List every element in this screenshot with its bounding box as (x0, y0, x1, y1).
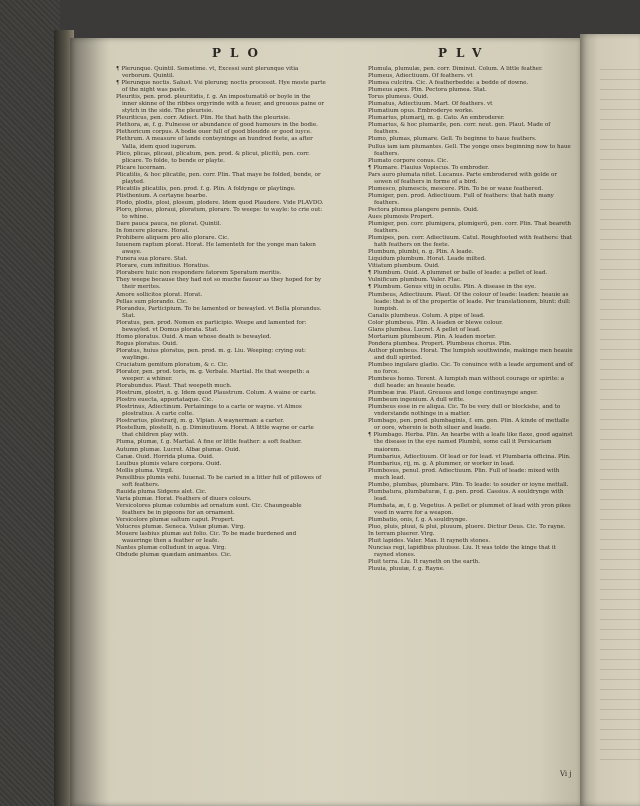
dictionary-entry: Ploratus, pen. prod. Nomen ex participio. Weepe and lamented for: bewayled. vt Domus plorata. Stat. (116, 319, 307, 333)
dictionary-entry: Amore sollicitos plorat. Horat. (116, 291, 203, 298)
dictionary-entry: Homo ploratus. Ouid. A man whose death is bewayled. (116, 333, 272, 340)
dictionary-entry: Nuncias regi, lapidibus pluuisse. Liu. It was tolde the kinge that it rayned stones. (368, 545, 556, 559)
dictionary-entry: Liquidum plumbum. Horat. Leade milted. (368, 256, 486, 263)
dictionary-entry: Plostrum, plostri, n. g. Idem quod Plaustrum. Colum. A waine or carte. (116, 390, 317, 397)
dictionary-entry: Plumbeæ iræ. Plaut. Greuous and longe continuynge anger. (368, 390, 538, 397)
dictionary-entry: Obdude plumæ quædam animantes. Cic. (116, 552, 232, 559)
running-head-left: PLO (212, 46, 267, 60)
dictionary-entry: Plumea culcitra. Cic. A featherbedde: a bedde of downe. (368, 80, 529, 87)
dictionary-entry: Plisthenium. A certayne hearbe. (116, 192, 208, 199)
dictionary-entry: Plorator, pen. prod. toris, m. g. Verbale. Martial. He that weepeth: a weeper: a whiner. (116, 369, 310, 383)
dictionary-entry: Torus plumeus. Ouid. (368, 94, 429, 101)
dictionary-entry: Rogus ploratus. Ouid. (116, 340, 178, 347)
dictionary-entry: Plumbosus, penul. prod. Adiectiuum. Plin. Full of leade: mixed with much lead. (368, 467, 560, 481)
dictionary-entry: Author plumbeus. Horat. The lumpish southwinde, makinge men heauie and dull spirited. (368, 347, 573, 361)
background-cloth (0, 0, 60, 806)
dictionary-entry: Plumbeum ingenium. A dull witte. (368, 397, 465, 404)
dictionary-entry: Pluit lapides. Valer. Max. It rayneth stones. (368, 538, 491, 545)
right-column (368, 66, 576, 573)
dictionary-entry: Color plumbeus. Plin. A leaden or blewe colour. (368, 319, 503, 326)
dictionary-entry: ¶ Plumbago. Herba. Plin. An hearbe with a leafe like flaxe, good against the disease in the eye named Plumbũ, some call it Persicariam maiorem. (368, 432, 573, 453)
signature-mark: Vi j (560, 770, 572, 778)
dictionary-entry: Rauida pluma Sidgens alet. Cic. (116, 488, 207, 495)
dictionary-entry: Plorabundus. Plaut. That weepeth much. (116, 383, 232, 390)
dictionary-entry: Plumbeo ingulare gladio. Cic. To conuince with a leade argument and of no force. (368, 361, 573, 376)
dictionary-entry: Plethrum. A measure of lande conteyninge an hundred feete, as after Valla, idem quod iugerum. (116, 136, 313, 150)
dictionary-entry: Plumbata, æ, f. g. Vegetius. A pellet or plummet of lead with yron pikes vsed in warre for a weapon. (368, 502, 571, 516)
dictionary-entry: Plumo, plumas, plumare. Gell. To beginne to haue feathers. (368, 136, 537, 143)
dictionary-entry: Plethora, æ, f. g. Fulnesse or abundance of good humours in the bodie. (116, 122, 318, 129)
dictionary-entry: Ploro, ploras, ploraui, ploratum, plorare. To weepe: to wayle: to crie out: to whine. (116, 206, 323, 220)
dictionary-entry: Canæ. Ouid. Horrida pluma. Ouid. (116, 453, 214, 460)
dictionary-entry: Prohibere aliquem pro alio plorare. Cic. (116, 235, 230, 242)
dictionary-entry: Plumula, plumulæ, pen. corr. Diminut. Colum. A little feather. (368, 66, 543, 72)
gutter-shadow (70, 38, 110, 806)
dictionary-entry: Plostrinus, Adiectinum. Pertaininge to a carte or wayne. vt Almos plostratius. A carte colte. (116, 404, 302, 418)
dictionary-entry: Pellas sum plorando. Cic. (116, 298, 188, 305)
dictionary-entry: Plorandus, Participium. To be lamented or bewayled. vt Bella plorandus. Stat. (116, 305, 322, 319)
dictionary-entry: ¶ Plumbum. Genus vitij in oculis. Plin. A disease in the eye. (368, 284, 537, 291)
dictionary-entry: Plumiger, pen. prod. Adiectiuum. Full of feathers: that hath many feathers. (368, 192, 554, 206)
dictionary-entry: Plumesco, plumescis, mescere. Plin. To be or waxe feathered. (368, 185, 543, 192)
dictionary-entry: Dare pauca pauca, ne plorat. Quintil. (116, 221, 222, 228)
dictionary-entry: Plumbarius, Adiectiuum. Of lead or for lead. vt Plumbaria officina. Plin. (368, 453, 571, 460)
dictionary-entry: Glans plumbea. Lucret. A pellet of lead. (368, 326, 481, 333)
dictionary-entry: Canalis plumbeus. Colum. A pipe of lead. (368, 312, 485, 319)
dictionary-entry: Versicolore plumæ saltum caput. Propert. (116, 517, 235, 523)
dictionary-entry: Mortarium plumbeum. Plin. A leaden morter. (368, 333, 496, 340)
dictionary-entry: Pondera plumbea. Propert. Plumbeus chorus. Plin. (368, 340, 512, 347)
dictionary-entry: Plumbo, plumbas, plumbare. Plin. To leade: to souder or ioyne mettall. (368, 481, 569, 488)
dictionary-entry: Pleuritis, pen. prod. pleuritidis, f. g. An impostumatiõ or boyle in the inner skinne of the ribbes orgyrinde with a feuer, and greuous paine or stytch in the side. The pleurisie. (116, 94, 325, 115)
dictionary-entry: Plicatilis plicatilis, pen. prod. f. g. Plin. A foldynge or playtinge. (116, 185, 296, 192)
dictionary-entry: Varia plumæ. Horat. Feathers of diuers colours. (116, 495, 252, 502)
dictionary-entry: They weepe because they had not so muche fauour as they hoped for by their merites. (116, 277, 322, 291)
dictionary-entry: Plumipes, pen. corr. Adiectiuum. Catul. Roughfooted with feathers: that hath feathers on the feete. (368, 235, 572, 249)
running-head-right: PLV (438, 46, 491, 60)
dictionary-entry: Plumarius, plumarij, m. g. Cato. An embroderer. (368, 115, 505, 122)
dictionary-entry: Plorare, cum infinitiuo. Horatius. (116, 263, 210, 270)
dictionary-entry: Funera sua plorare. Stat. (116, 256, 188, 263)
dictionary-entry: ¶ Plerunque noctis. Salust. Vsi plerunq; noctis processit. Hye moste parte of the night was paste. (116, 80, 326, 94)
facing-page-text-lines (600, 60, 640, 760)
dictionary-entry: Leuibus plumis velare corpora. Ouid. (116, 460, 222, 467)
dictionary-entry: Pluuia, pluuiæ, f. g. Rayne. (368, 566, 445, 573)
dictionary-entry: Volucres plumæ. Seneca. Vulsæ plumæ. Virg. (116, 524, 246, 531)
dictionary-entry: In terram pluerer. Virg. (368, 531, 435, 538)
dictionary-entry: Ploratus, huius ploratus, pen. prod. m. g. Liu. Weeping: crying out: waylinge. (116, 347, 306, 361)
dictionary-entry: Pluma, plumæ, f. g. Martial. A fine or little feather: a soft feather. (116, 439, 302, 446)
dictionary-entry: Plumato corpore conus. Cic. (368, 157, 449, 164)
dictionary-entry: Plumbago, pen. prod. plumbaginis, f. em. gen. Plin. A kinde of mettalle or oore, wherein is both siluer and leade. (368, 418, 570, 432)
dictionary-entry: Cruciatum gemitum ploratum, & c. Cic. (116, 361, 229, 368)
dictionary-entry: Pectora plumea plangere pennis. Ouid. (368, 206, 479, 213)
dictionary-entry: Plumbum, plumbi, n. g. Plin. A leade. (368, 249, 474, 256)
dictionary-entry: Pluo, pluis, pluui, & plui, pluuum, pluere. Dictiur Deus. Cic. To rayne. (368, 524, 566, 531)
dictionary-entry: Iuuenem raptum plorat. Horat. He lamenteth for the yonge man taken awaye. (116, 242, 316, 256)
dictionary-entry: Plicare lucernam. (116, 164, 167, 171)
dictionary-entry: Plumbeus esse in re aliqua. Cic. To be very dull or blockishe, and to vnderstande nothinge in a matter. (368, 404, 561, 418)
dictionary-entry: Plostro euecta, apportataque. Cic. (116, 397, 214, 404)
left-column (116, 66, 326, 559)
dictionary-entry: Plumbatio, onis, f. g. A souldrynge. (368, 517, 468, 523)
dictionary-entry: In foncere plorare. Horat. (116, 228, 190, 235)
dictionary-entry: Plico, plicas, plicaui, plicatum, pen. prod. & plicui, plicitũ, pen. corr. plicare. To folde, to bende or playte. (116, 150, 310, 164)
dictionary-entry: Plumatus, Adiectiuum. Mart. Of feathers. vt (368, 101, 493, 108)
dictionary-entry: Pleuriticus, pen. corr. Adiect. Plin. He that hath the pleurisie. (116, 115, 291, 122)
dictionary-entry: Plostrarius, plostrarij, m. g. Vlpian. A waynerman: a carter. (116, 418, 285, 425)
dictionary-entry: Autumn plumæ. Lucret. Albæ plumæ. Ouid. (116, 446, 241, 453)
dictionary-entry: Plumbatura, plumbaturæ, f. g. pen. prod. Cassius. A souldrynge with lead. (368, 488, 564, 502)
dictionary-entry: Pars auro plumata nitet. Lucanus. Parte embrodered with golde or sowen of feathers in forme of a bird. (368, 171, 558, 185)
dictionary-entry: Plethoricum corpus. A bodie ouer full of good bloudde or good iuyce. (116, 129, 312, 136)
dictionary-entry: Pluit terra. Liu. It rayneth on the earth. (368, 559, 481, 566)
dictionary-entry: Plumbeus, Adiectiuum. Plaut. Of the colour of leade: leaden: heauie as leade: that is of the propertie of leade. Per translationem, blunt: dull: lumpish. (368, 291, 571, 312)
dictionary-entry: Plumarius, & hoc plumarile, pen. corr. neut. gen. Plaut. Made of feathers. (368, 122, 551, 136)
dictionary-entry: Plumeus apex. Plin. Pectora plumea. Stat. (368, 87, 487, 94)
dictionary-entry: ¶ Plumbum. Ouid. A plummet or balle of leade: a pellet of lead. (368, 270, 548, 277)
dictionary-entry: Plumatium opus. Embroderye worke. (368, 108, 474, 115)
dictionary-entry: Plodo, plodis, plosi, plosum, plodere. Idem quod Plaudere. Vide PLAVDO. (116, 199, 324, 206)
dictionary-entry: Plumeus, Adiectiuum. Of feathers. vt (368, 73, 473, 80)
dictionary-entry: Plostellum, plostelli, n. g. Diminutiuum. Horat. A little wayne or carte that children play with. (116, 425, 314, 439)
dictionary-entry: Versicolores plumæ columbis ad ornatum sunt. Cic. Chaungeable feathers be in pigeons for an ornament. (116, 502, 302, 516)
dictionary-entry: ¶ Plumare. Flauius Vopiscus. To embroder. (368, 164, 490, 171)
dictionary-entry: Vulnificum plumbum. Valer. Flac. (368, 277, 462, 284)
dictionary-entry: Aues plumosis Propert. (368, 213, 434, 220)
dictionary-entry: ¶ Plerunque. Quintil. Sometime. vt, Excessi sunt plerunque vitia verborum. Quintil. (116, 66, 299, 80)
dictionary-entry: Plorabere huic non respondere fatorem Speratum meritis. (116, 270, 282, 277)
dictionary-entry: Plicatilis, & hoc plicatile, pen. corr. Plin. That maye be folded, bende, or playted. (116, 171, 321, 185)
dictionary-entry: Nantes plumæ colludunt in aqua. Virg. (116, 545, 227, 552)
dictionary-entry: Pensilibus plumis vehi. Iuuenal. To be caried in a litter full of pillowes of soft feathers. (116, 474, 322, 488)
dictionary-entry: Vitiatum plumbum. Ouid. (368, 263, 440, 270)
dictionary-entry: Plumiger, pen. corr. plumigera, plumigerũ, pen. corr. Plin. That beareth feathers. (368, 221, 572, 235)
dictionary-entry: Mollis pluma. Virgil. (116, 467, 174, 474)
dictionary-entry: Mouere lasbius plumæ aut folio. Cic. To be made burdened and waueringe then a feather or leafe. (116, 531, 297, 545)
dictionary-entry: Plumbarius, rij, m. g. A plummer, or worker in lead. (368, 460, 515, 467)
dictionary-entry: Plumbeus homo. Terent. A lumpish man without courage or spirite: a dull heade: an heauie heade. (368, 376, 565, 390)
dictionary-entry: Pullus iam iam plumantes. Gell. The yonge ones beginning now to haue feathers. (368, 143, 571, 157)
